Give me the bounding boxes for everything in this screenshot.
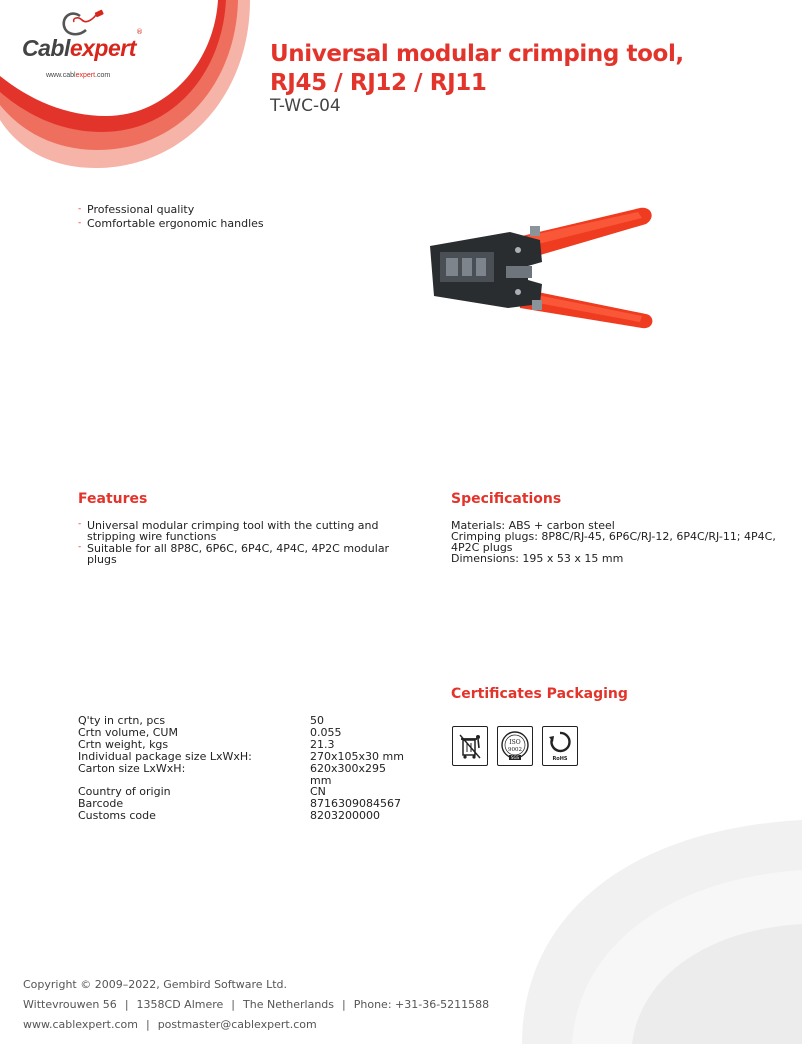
- row-label: Country of origin: [78, 785, 171, 799]
- address-country: The Netherlands: [243, 998, 335, 1011]
- brand-name: Cablexpert: [22, 35, 136, 61]
- highlight-item: - Professional quality: [78, 203, 378, 217]
- features-list: [78, 520, 408, 566]
- svg-text:9002: 9002: [508, 747, 522, 753]
- highlight-item: - Comfortable ergonomic handles: [78, 217, 378, 231]
- footer-copyright: Copyright © 2009–2022, Gembird Software Ltd.: [23, 978, 287, 991]
- table-row: [78, 739, 408, 751]
- bottom-swoosh-decoration: [482, 800, 802, 1044]
- rohs-icon: [542, 726, 578, 766]
- spec-line: Materials: ABS + carbon steel: [451, 519, 615, 532]
- email-link[interactable]: postmaster@cablexpert.com: [157, 1018, 317, 1031]
- website-link[interactable]: www.cablexpert.com: [23, 1018, 138, 1031]
- footer-contacts: [23, 1018, 489, 1031]
- spec-line: Dimensions: 195 x 53 x 15 mm: [451, 552, 624, 565]
- row-label: Carton size LxWxH:: [78, 761, 186, 775]
- product-model: T-WC-04: [270, 96, 341, 116]
- address-phone: Phone: +31-36-5211588: [353, 998, 490, 1011]
- address-street: Wittevrouwen 56: [23, 998, 117, 1011]
- registered-mark: ®: [136, 28, 143, 36]
- svg-text:RoHS: RoHS: [552, 756, 568, 762]
- row-value: 270x105x30 mm: [310, 749, 404, 763]
- separator: |: [145, 1018, 150, 1031]
- feature-item: - Suitable for all 8P8C, 6P6C, 6P4C, 4P4C, 4P2C modular plugs: [78, 543, 408, 565]
- iso-9002-icon: [497, 726, 533, 766]
- brand-url: www.cablexpert.com: [46, 72, 111, 79]
- row-value: 50: [310, 714, 324, 727]
- table-row: [78, 810, 408, 822]
- row-value: CN: [310, 785, 326, 799]
- features-heading: Features: [78, 491, 148, 507]
- row-label: Q'ty in crtn, pcs: [78, 714, 166, 727]
- separator: |: [231, 998, 236, 1011]
- row-value: 21.3: [310, 737, 335, 751]
- product-title: Universal modular crimping tool, RJ45 / RJ12 / RJ11: [270, 41, 684, 96]
- separator: |: [124, 998, 129, 1011]
- specifications-text: [451, 520, 781, 564]
- row-value: 0.055: [310, 725, 342, 739]
- feature-item: - Universal modular crimping tool with the cutting and stripping wire functions: [78, 520, 408, 542]
- row-value: 8716309084567: [310, 797, 401, 811]
- footer: [23, 978, 489, 1038]
- row-label: Crtn weight, kgs: [78, 737, 169, 751]
- separator: |: [342, 998, 346, 1011]
- svg-text:ISO: ISO: [509, 739, 521, 746]
- svg-text:SGS: SGS: [510, 755, 520, 760]
- weee-bin-icon: [452, 726, 488, 766]
- row-value: 620x300x295 mm: [310, 761, 387, 787]
- footer-address: [23, 998, 489, 1011]
- row-label: Barcode: [78, 797, 124, 811]
- row-label: Crtn volume, CUM: [78, 725, 178, 739]
- row-label: Individual package size LxWxH:: [78, 749, 252, 763]
- highlights-list: [78, 203, 378, 231]
- packaging-table: [78, 715, 408, 822]
- row-label: Customs code: [78, 809, 156, 823]
- certificate-icons: [452, 726, 578, 766]
- table-row: [78, 751, 408, 763]
- crimping-tool-image: [410, 196, 670, 396]
- address-city: 1358CD Almere: [136, 998, 224, 1011]
- row-value: 8203200000: [310, 809, 380, 823]
- certificates-heading: Certificates Packaging: [451, 686, 628, 702]
- table-row: [78, 763, 408, 787]
- spec-line: Crimping plugs: 8P8C/RJ-45, 6P6C/RJ-12, 6P4C/RJ-11; 4P4C, 4P2C plugs: [451, 530, 776, 554]
- specifications-heading: Specifications: [451, 491, 562, 507]
